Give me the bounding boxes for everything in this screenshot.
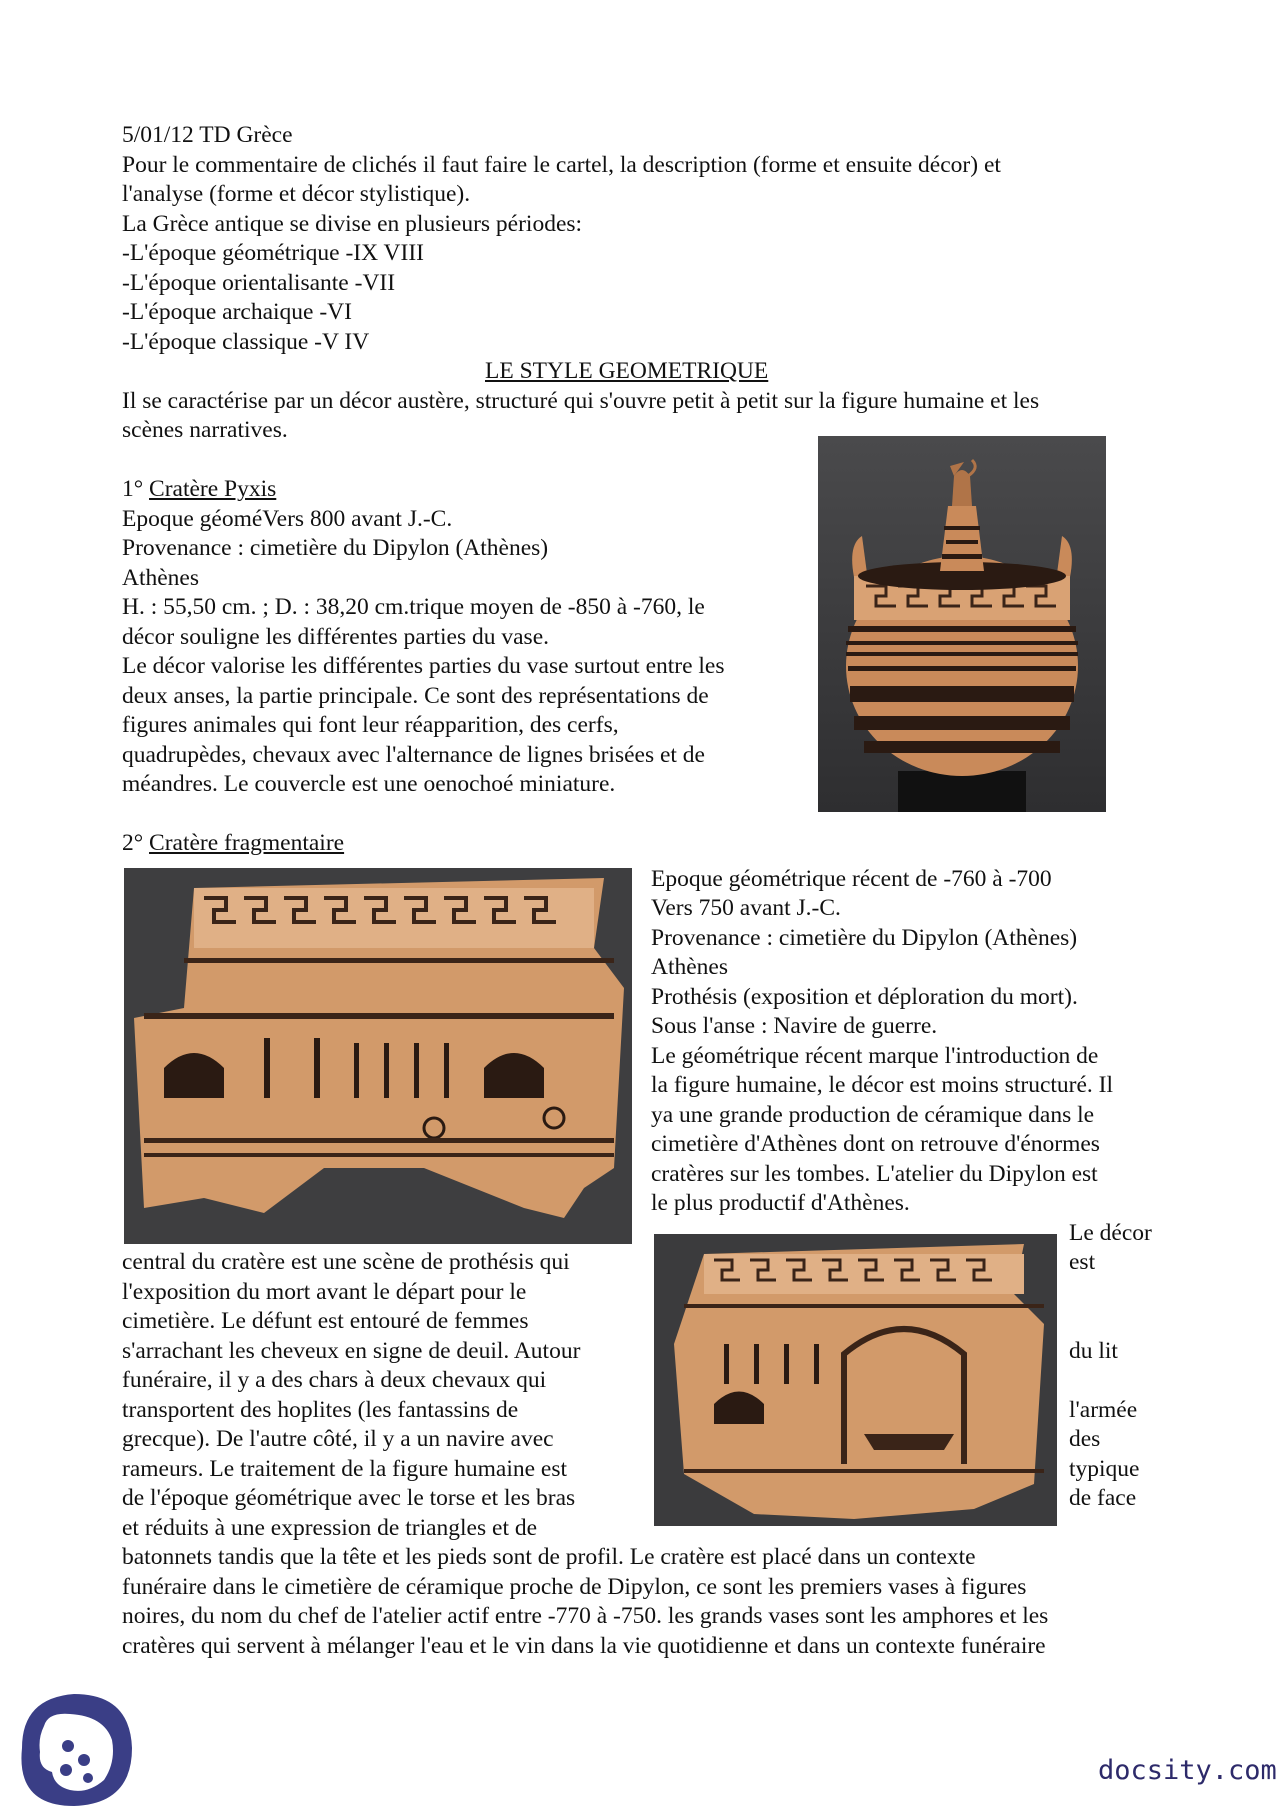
item1-heading: [122, 475, 276, 505]
doc-title-line: 5/01/12 TD Grèce: [122, 122, 293, 148]
item2-right-line: cimetière d'Athènes dont on retrouve d'énormes: [651, 1131, 1100, 1157]
watermark-text[interactable]: docsity.com: [1098, 1755, 1277, 1786]
period-item: -L'époque géométrique -IX VIII: [122, 240, 425, 266]
item1-line: quadrupèdes, chevaux avec l'alternance de lignes brisées et de: [122, 742, 705, 768]
item1-line: Athènes: [122, 565, 200, 591]
krater-fragment-photo: [124, 868, 632, 1244]
item2-side-word: du lit: [1069, 1338, 1118, 1364]
section-intro-line: Il se caractérise par un décor austère, structuré qui s'ouvre petit à petit sur la figure humaine et les: [122, 388, 1040, 414]
item2-left-line: rameurs. Le traitement de la figure humaine est: [122, 1456, 568, 1482]
intro-line: Pour le commentaire de clichés il faut faire le cartel, la description (forme et ensuite décor) et: [122, 152, 1001, 178]
section-intro-line: scènes narratives.: [122, 417, 288, 443]
item1-line: Le décor valorise les différentes parties du vase surtout entre les: [122, 653, 725, 679]
item2-right-line: Epoque géométrique récent de -760 à -700: [651, 866, 1052, 892]
item2-right-line: Athènes: [651, 954, 729, 980]
item2-heading: [122, 829, 344, 859]
item2-bottom-line: noires, du nom du chef de l'atelier actif entre -770 à -750. les grands vases sont les amphores et les: [122, 1603, 1049, 1629]
item1-number: 1°: [122, 476, 144, 502]
item2-number: 2°: [122, 830, 144, 856]
krater-fragment-illustration: [124, 868, 632, 1244]
period-item: -L'époque archaique -VI: [122, 299, 352, 325]
krater-ship-illustration: [654, 1234, 1057, 1526]
item2-left-line: transportent des hoplites (les fantassins de: [122, 1397, 519, 1423]
docsity-logo-icon: [8, 1686, 140, 1811]
item2-side-word: typique: [1069, 1456, 1140, 1482]
item1-line: Epoque géoméVers 800 avant J.-C.: [122, 506, 453, 532]
item2-left-line: et réduits à une expression de triangles et de: [122, 1515, 538, 1541]
item2-left-line: central du cratère est une scène de prothésis qui: [122, 1249, 570, 1275]
item2-right-line: Provenance : cimetière du Dipylon (Athènes): [651, 925, 1078, 951]
krater-ship-photo: [654, 1234, 1057, 1526]
item2-side-word: est: [1069, 1249, 1096, 1275]
intro-line: La Grèce antique se divise en plusieurs périodes:: [122, 211, 583, 237]
pyxis-illustration: [818, 436, 1106, 812]
item2-bottom-line: cratères qui servent à mélanger l'eau et le vin dans la vie quotidienne et dans un contexte funéraire: [122, 1633, 1046, 1659]
docsity-logo[interactable]: [8, 1686, 140, 1816]
item2-right-line: Sous l'anse : Navire de guerre.: [651, 1013, 938, 1039]
item2-right-line: ya une grande production de céramique dans le: [651, 1102, 1095, 1128]
item2-right-line: Vers 750 avant J.-C.: [651, 895, 841, 921]
item2-side-word: Le décor: [1069, 1220, 1152, 1246]
item1-title: Cratère Pyxis: [149, 476, 277, 502]
item2-left-line: l'exposition du mort avant le départ pour le: [122, 1279, 527, 1305]
item2-side-word: l'armée: [1069, 1397, 1138, 1423]
item2-side-word: de face: [1069, 1485, 1137, 1511]
period-item: -L'époque classique -V IV: [122, 329, 370, 355]
item1-line: H. : 55,50 cm. ; D. : 38,20 cm.trique moyen de -850 à -760, le: [122, 594, 705, 620]
item2-right-line: cratères sur les tombes. L'atelier du Dipylon est: [651, 1161, 1098, 1187]
item2-left-line: cimetière. Le défunt est entouré de femmes: [122, 1308, 529, 1334]
item1-line: Provenance : cimetière du Dipylon (Athènes): [122, 535, 549, 561]
period-item: -L'époque orientalisante -VII: [122, 270, 396, 296]
item2-left-line: de l'époque géométrique avec le torse et les bras: [122, 1485, 576, 1511]
item2-right-line: le plus productif d'Athènes.: [651, 1190, 910, 1216]
item2-side-word: des: [1069, 1426, 1101, 1452]
item1-line: figures animales qui font leur réapparition, des cerfs,: [122, 712, 619, 738]
pyxis-photo: [818, 436, 1106, 812]
item2-title: Cratère fragmentaire: [149, 830, 345, 856]
item1-line: deux anses, la partie principale. Ce sont des représentations de: [122, 683, 709, 709]
item2-right-line: Prothésis (exposition et déploration du mort).: [651, 984, 1078, 1010]
intro-line: l'analyse (forme et décor stylistique).: [122, 181, 471, 207]
item2-right-line: Le géométrique récent marque l'introduction de: [651, 1043, 1099, 1069]
item1-line: décor souligne les différentes parties du vase.: [122, 624, 549, 650]
item2-bottom-line: batonnets tandis que la tête et les pieds sont de profil. Le cratère est placé dans un contexte: [122, 1544, 976, 1570]
item2-bottom-line: funéraire dans le cimetière de céramique proche de Dipylon, ce sont les premiers vases à figures: [122, 1574, 1027, 1600]
item2-left-line: grecque). De l'autre côté, il y a un navire avec: [122, 1426, 554, 1452]
item2-left-line: funéraire, il y a des chars à deux chevaux qui: [122, 1367, 547, 1393]
section-title: LE STYLE GEOMETRIQUE: [485, 358, 769, 384]
item2-left-line: s'arrachant les cheveux en signe de deuil. Autour: [122, 1338, 581, 1364]
item2-right-line: la figure humaine, le décor est moins structuré. Il: [651, 1072, 1114, 1098]
item1-line: méandres. Le couvercle est une oenochoé miniature.: [122, 771, 616, 797]
